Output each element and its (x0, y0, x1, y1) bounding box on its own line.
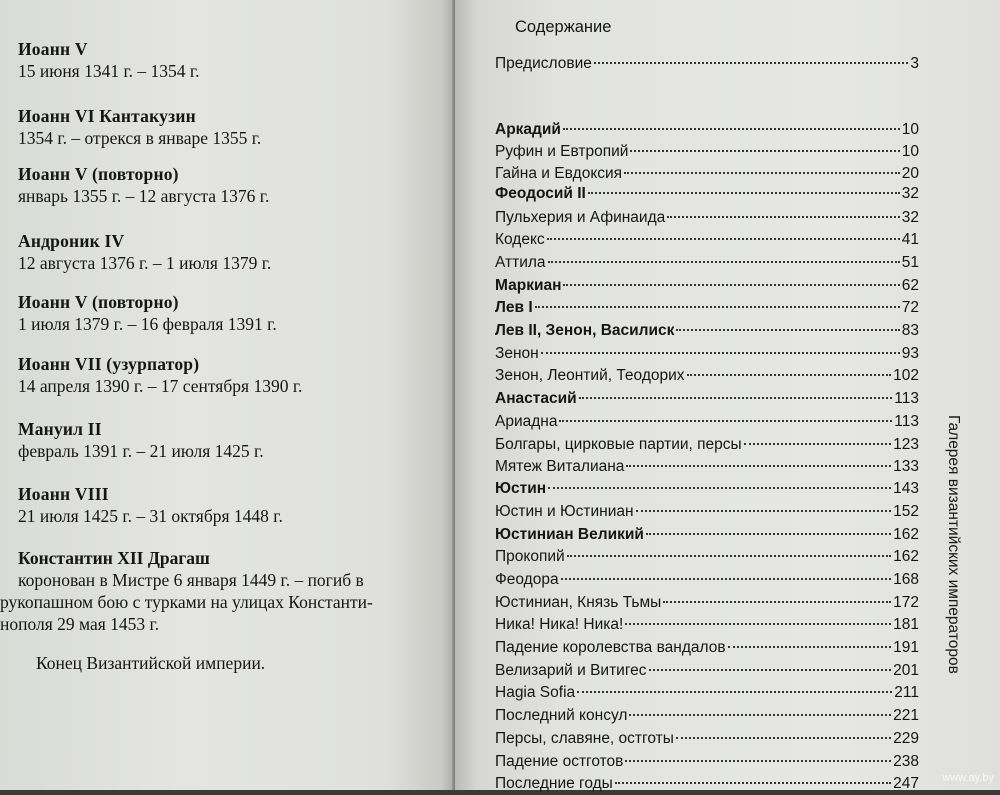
toc-item-title: Феодосий II (495, 185, 586, 202)
last-reign-entry (0, 547, 440, 635)
toc-item-page: 238 (893, 753, 919, 770)
toc-item-page: 133 (893, 458, 919, 475)
toc-item-title: Мятеж Виталиана (495, 458, 625, 475)
toc-item (495, 229, 919, 251)
toc-item-page: 3 (910, 55, 919, 72)
toc-item-page: 10 (901, 143, 919, 160)
reign-entry (18, 483, 438, 527)
toc-item-title: Юстин (495, 480, 547, 497)
toc-item (495, 119, 919, 141)
toc-item-page: 32 (901, 185, 919, 202)
toc-item-title: Анастасий (495, 390, 577, 407)
toc-item (495, 751, 919, 773)
toc-item-title: Болгары, цирковые партии, персы (495, 436, 742, 453)
toc-item (495, 524, 919, 546)
toc-item-page: 41 (901, 231, 919, 248)
toc-item-title: Лев I (495, 299, 533, 316)
toc-item-title: Прокопий (495, 548, 565, 565)
toc-item (495, 141, 919, 163)
toc-leader-dots (624, 172, 900, 174)
reign-dates: 1354 г. – отрекся в январе 1355 г. (18, 128, 262, 148)
toc-item-page: 113 (894, 413, 919, 430)
toc-item (495, 252, 919, 274)
running-title: Галерея византийских императоров (945, 415, 962, 674)
toc-item-page: 191 (893, 639, 919, 656)
toc-item (495, 705, 919, 727)
reign-dates: 1 июля 1379 г. – 16 февраля 1391 г. (18, 314, 277, 334)
toc-item-page: 162 (893, 526, 919, 543)
toc-item (495, 682, 919, 704)
reign-dates: январь 1355 г. – 12 августа 1376 г. (18, 186, 270, 206)
reign-entry (18, 353, 438, 397)
reign-dates: 14 апреля 1390 г. – 17 сентября 1390 г. (18, 376, 303, 396)
toc-item-page: 123 (893, 436, 919, 453)
toc-item (495, 546, 919, 568)
toc-leader-dots (567, 555, 891, 557)
toc-item-page: 229 (893, 730, 919, 747)
toc-leader-dots (563, 284, 899, 286)
toc-leader-dots (548, 487, 891, 489)
toc-item-page: 93 (901, 345, 919, 362)
toc-item-title: Юстиниан Великий (495, 526, 644, 543)
toc-item-title: Зенон (495, 345, 539, 362)
toc-item-page: 83 (901, 322, 919, 339)
toc-item-page: 168 (893, 571, 919, 588)
toc-item-page: 143 (893, 480, 919, 497)
reign-entry (18, 105, 438, 149)
toc-item-title: Ника! Ника! Ника! (495, 616, 624, 633)
toc-item (495, 592, 919, 614)
toc-item (495, 501, 919, 523)
toc-item-title: Аттила (495, 254, 546, 271)
toc-item-title: Предисловие (495, 55, 592, 72)
toc-item-page: 32 (901, 209, 919, 226)
toc-leader-dots (629, 714, 891, 716)
reign-entry (18, 230, 438, 274)
toc-leader-dots (667, 216, 900, 218)
toc-item-page: 152 (893, 503, 919, 520)
toc-item (495, 388, 919, 410)
toc-item-title: Падение королевства вандалов (495, 639, 726, 656)
reign-entry (18, 163, 438, 207)
toc-leader-dots (535, 306, 900, 308)
toc-item-page: 162 (893, 548, 919, 565)
toc-item-title: Последний консул (495, 707, 628, 724)
toc-item-title: Руфин и Евтропий (495, 143, 629, 160)
emperor-name: Иоанн V (повторно) (18, 292, 179, 312)
toc-leader-dots (579, 397, 893, 399)
toc-item-page: 181 (893, 616, 919, 633)
toc-leader-dots (615, 782, 891, 784)
closing-line: Конец Византийской империи. (36, 653, 266, 673)
toc-leader-dots (561, 578, 892, 580)
toc-leader-dots (687, 374, 892, 376)
toc-item (495, 365, 919, 387)
toc-heading: Содержание (515, 18, 612, 36)
toc-item-page: 20 (901, 165, 919, 182)
toc-leader-dots (646, 533, 891, 535)
toc-leader-dots (577, 691, 892, 693)
toc-leader-dots (559, 420, 892, 422)
toc-item-page: 72 (901, 299, 919, 316)
emperor-name: Константин XII Драгаш (18, 548, 210, 568)
watermark: www.ay.by (942, 772, 994, 784)
toc-leader-dots (744, 443, 891, 445)
toc-item-title: Лев II, Зенон, Василиск (495, 322, 675, 339)
reign-dates: 12 августа 1376 г. – 1 июля 1379 г. (18, 253, 272, 273)
toc-item (495, 478, 919, 500)
emperor-name: Иоанн V (18, 39, 88, 59)
toc-leader-dots (728, 646, 892, 648)
toc-item-title: Hagia Sofia (495, 684, 576, 701)
reign-dates: 15 июня 1341 г. – 1354 г. (18, 61, 200, 81)
toc-item-page: 62 (901, 277, 919, 294)
toc-item (495, 411, 919, 433)
toc-item-page: 102 (893, 367, 919, 384)
toc-leader-dots (625, 760, 891, 762)
toc-leader-dots (594, 62, 909, 64)
toc-item (495, 660, 919, 682)
toc-item-title: Ариадна (495, 413, 558, 430)
toc-item (495, 434, 919, 456)
toc-item-page: 211 (894, 684, 919, 701)
reign-entry (18, 418, 438, 462)
toc-item (495, 53, 919, 75)
toc-item (495, 569, 919, 591)
toc-item (495, 456, 919, 478)
reign-entry (18, 291, 438, 335)
emperor-name: Иоанн VI Кантакузин (18, 106, 196, 126)
toc-item-page: 221 (893, 707, 919, 724)
toc-leader-dots (626, 465, 891, 467)
toc-leader-dots (649, 669, 892, 671)
toc-item-title: Гайна и Евдоксия (495, 165, 623, 182)
toc-leader-dots (588, 192, 900, 194)
toc-item-page: 113 (894, 390, 919, 407)
toc-item (495, 728, 919, 750)
toc-item-page: 51 (901, 254, 919, 271)
description-line: коронован в Мистре 6 января 1449 г. – погиб в (18, 570, 364, 590)
toc-item (495, 320, 919, 342)
toc-leader-dots (676, 737, 891, 739)
toc-leader-dots (636, 510, 892, 512)
emperor-name: Мануил II (18, 419, 102, 439)
toc-item-title: Феодора (495, 571, 559, 588)
toc-leader-dots (663, 601, 891, 603)
toc-item-title: Велизарий и Витигес (495, 662, 647, 679)
toc-leader-dots (676, 329, 899, 331)
reign-entry (18, 38, 438, 82)
toc-item-title: Юстин и Юстиниан (495, 503, 634, 520)
toc-leader-dots (541, 352, 900, 354)
toc-item (495, 637, 919, 659)
toc-leader-dots (548, 261, 900, 263)
toc-item-title: Персы, славяне, остготы (495, 730, 674, 747)
toc-item (495, 207, 919, 229)
left-page (0, 0, 455, 790)
emperor-name: Иоанн VIII (18, 484, 109, 504)
reign-dates: февраль 1391 г. – 21 июля 1425 г. (18, 441, 264, 461)
toc-item-title: Маркиан (495, 277, 562, 294)
toc-item-title: Юстиниан, Князь Тьмы (495, 594, 662, 611)
emperor-name: Андроник IV (18, 231, 125, 251)
emperor-name: Иоанн VII (узурпатор) (18, 354, 200, 374)
toc-item-page: 172 (893, 594, 919, 611)
toc-item (495, 183, 919, 205)
reign-dates: 21 июля 1425 г. – 31 октября 1448 г. (18, 506, 283, 526)
reign-description (0, 569, 440, 635)
toc-leader-dots (547, 238, 900, 240)
toc-item (495, 614, 919, 636)
emperor-name: Иоанн V (повторно) (18, 164, 179, 184)
toc-item (495, 163, 919, 185)
description-line: рукопашном бою с турками на улицах Константи- (0, 592, 373, 612)
toc-item-title: Кодекс (495, 231, 545, 248)
toc-leader-dots (563, 128, 900, 130)
toc-leader-dots (630, 150, 899, 152)
toc-item (495, 297, 919, 319)
toc-item-title: Аркадий (495, 121, 561, 138)
toc-leader-dots (625, 623, 891, 625)
toc-item-page: 201 (893, 662, 919, 679)
toc-item-page: 247 (893, 775, 919, 792)
toc-item (495, 773, 919, 795)
toc-item (495, 343, 919, 365)
description-line: нополя 29 мая 1453 г. (0, 614, 160, 634)
toc-item-title: Последние годы (495, 775, 613, 792)
toc-item-page: 10 (901, 121, 919, 138)
toc-item-title: Падение остготов (495, 753, 624, 770)
toc-item-title: Зенон, Леонтий, Теодорих (495, 367, 685, 384)
toc-item (495, 275, 919, 297)
toc-item-title: Пульхерия и Афинаида (495, 209, 666, 226)
